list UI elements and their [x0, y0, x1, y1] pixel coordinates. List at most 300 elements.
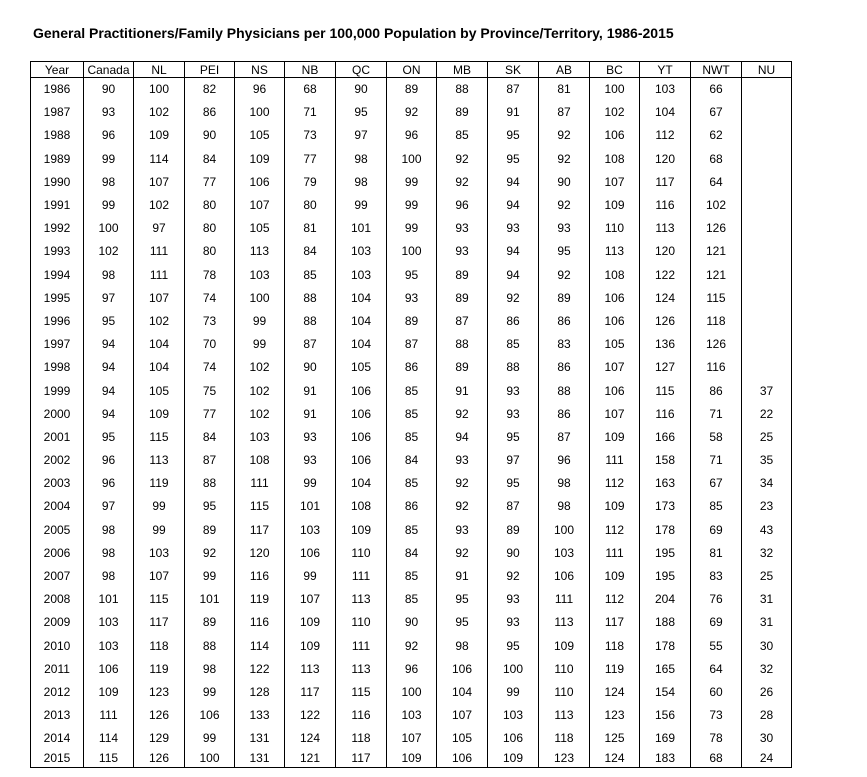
value-cell	[742, 171, 792, 194]
value-cell: 103	[336, 240, 387, 263]
value-cell: 91	[285, 379, 336, 402]
value-cell: 96	[84, 449, 134, 472]
value-cell: 92	[539, 148, 590, 171]
value-cell: 97	[488, 449, 539, 472]
value-cell: 82	[185, 78, 235, 102]
value-cell: 165	[640, 658, 691, 681]
value-cell: 104	[134, 356, 185, 379]
value-cell: 101	[336, 217, 387, 240]
value-cell	[742, 240, 792, 263]
value-cell: 117	[640, 171, 691, 194]
value-cell: 115	[84, 750, 134, 768]
value-cell: 122	[235, 658, 285, 681]
value-cell: 74	[185, 287, 235, 310]
value-cell: 156	[640, 704, 691, 727]
value-cell	[742, 217, 792, 240]
value-cell: 100	[488, 658, 539, 681]
table-row	[31, 310, 792, 333]
value-cell: 86	[185, 101, 235, 124]
value-cell: 99	[84, 194, 134, 217]
table-row	[31, 750, 792, 768]
value-cell: 118	[590, 635, 640, 658]
value-cell: 95	[437, 611, 488, 634]
value-cell: 121	[691, 264, 742, 287]
value-cell: 109	[134, 403, 185, 426]
year-cell: 2011	[31, 658, 84, 681]
value-cell: 163	[640, 472, 691, 495]
table-row	[31, 287, 792, 310]
value-cell: 158	[640, 449, 691, 472]
value-cell: 102	[84, 240, 134, 263]
value-cell: 99	[488, 681, 539, 704]
value-cell: 126	[691, 217, 742, 240]
year-cell: 2007	[31, 565, 84, 588]
value-cell	[742, 101, 792, 124]
value-cell: 89	[437, 101, 488, 124]
value-cell: 85	[387, 472, 437, 495]
value-cell: 110	[590, 217, 640, 240]
value-cell: 106	[437, 658, 488, 681]
value-cell: 104	[336, 310, 387, 333]
value-cell: 92	[539, 194, 590, 217]
value-cell: 124	[285, 727, 336, 750]
table-row	[31, 495, 792, 518]
value-cell: 103	[539, 542, 590, 565]
value-cell: 98	[84, 264, 134, 287]
table-row	[31, 264, 792, 287]
value-cell: 100	[387, 148, 437, 171]
value-cell: 106	[336, 449, 387, 472]
value-cell: 98	[84, 519, 134, 542]
value-cell: 106	[539, 565, 590, 588]
value-cell: 93	[488, 588, 539, 611]
table-row	[31, 472, 792, 495]
value-cell: 34	[742, 472, 792, 495]
value-cell: 117	[336, 750, 387, 768]
value-cell: 85	[285, 264, 336, 287]
value-cell: 99	[235, 333, 285, 356]
value-cell	[742, 194, 792, 217]
value-cell: 108	[336, 495, 387, 518]
value-cell: 133	[235, 704, 285, 727]
value-cell: 102	[691, 194, 742, 217]
table-row	[31, 78, 792, 102]
value-cell: 96	[235, 78, 285, 102]
value-cell: 89	[437, 264, 488, 287]
value-cell: 86	[539, 356, 590, 379]
year-cell: 1987	[31, 101, 84, 124]
value-cell: 35	[742, 449, 792, 472]
value-cell: 86	[539, 310, 590, 333]
value-cell: 115	[691, 287, 742, 310]
value-cell: 87	[488, 78, 539, 102]
value-cell: 108	[590, 264, 640, 287]
value-cell	[742, 148, 792, 171]
value-cell: 84	[185, 426, 235, 449]
value-cell	[742, 333, 792, 356]
value-cell: 188	[640, 611, 691, 634]
value-cell: 60	[691, 681, 742, 704]
value-cell: 88	[285, 310, 336, 333]
value-cell: 100	[387, 240, 437, 263]
value-cell: 99	[134, 519, 185, 542]
table-row	[31, 333, 792, 356]
value-cell: 80	[185, 194, 235, 217]
value-cell: 108	[235, 449, 285, 472]
value-cell: 28	[742, 704, 792, 727]
value-cell: 107	[437, 704, 488, 727]
column-header-pei: PEI	[185, 62, 235, 78]
value-cell: 22	[742, 403, 792, 426]
value-cell: 99	[387, 194, 437, 217]
value-cell: 90	[285, 356, 336, 379]
value-cell: 93	[488, 217, 539, 240]
value-cell: 95	[185, 495, 235, 518]
year-cell: 1995	[31, 287, 84, 310]
value-cell: 93	[285, 449, 336, 472]
value-cell: 109	[285, 611, 336, 634]
value-cell	[742, 310, 792, 333]
value-cell: 73	[285, 124, 336, 147]
value-cell: 80	[185, 240, 235, 263]
value-cell: 115	[640, 379, 691, 402]
column-header-mb: MB	[437, 62, 488, 78]
value-cell: 98	[437, 635, 488, 658]
value-cell: 123	[134, 681, 185, 704]
value-cell: 88	[437, 78, 488, 102]
value-cell: 121	[285, 750, 336, 768]
value-cell: 108	[590, 148, 640, 171]
value-cell: 95	[488, 124, 539, 147]
value-cell: 101	[185, 588, 235, 611]
value-cell: 106	[437, 750, 488, 768]
value-cell: 99	[134, 495, 185, 518]
value-cell: 87	[539, 101, 590, 124]
value-cell: 64	[691, 171, 742, 194]
value-cell: 195	[640, 542, 691, 565]
value-cell: 94	[488, 194, 539, 217]
value-cell: 112	[590, 472, 640, 495]
year-cell: 2002	[31, 449, 84, 472]
value-cell: 92	[185, 542, 235, 565]
value-cell: 95	[84, 426, 134, 449]
value-cell: 107	[590, 403, 640, 426]
value-cell: 102	[134, 310, 185, 333]
value-cell: 106	[488, 727, 539, 750]
value-cell: 94	[84, 356, 134, 379]
value-cell: 109	[488, 750, 539, 768]
year-cell: 1988	[31, 124, 84, 147]
value-cell: 78	[185, 264, 235, 287]
value-cell: 115	[235, 495, 285, 518]
table-row	[31, 356, 792, 379]
value-cell: 85	[387, 519, 437, 542]
table-row	[31, 217, 792, 240]
value-cell: 80	[185, 217, 235, 240]
value-cell: 96	[84, 124, 134, 147]
value-cell: 73	[185, 310, 235, 333]
value-cell: 68	[691, 148, 742, 171]
value-cell: 94	[84, 403, 134, 426]
column-header-year: Year	[31, 62, 84, 78]
value-cell: 70	[185, 333, 235, 356]
value-cell: 116	[640, 194, 691, 217]
value-cell: 92	[437, 403, 488, 426]
value-cell: 113	[134, 449, 185, 472]
table-row	[31, 171, 792, 194]
value-cell: 107	[134, 171, 185, 194]
value-cell: 99	[387, 217, 437, 240]
year-cell: 1992	[31, 217, 84, 240]
value-cell: 90	[336, 78, 387, 102]
value-cell: 103	[640, 78, 691, 102]
value-cell: 89	[437, 287, 488, 310]
value-cell: 89	[539, 287, 590, 310]
column-header-nu: NU	[742, 62, 792, 78]
value-cell	[742, 356, 792, 379]
value-cell: 116	[235, 565, 285, 588]
value-cell: 116	[336, 704, 387, 727]
value-cell: 114	[134, 148, 185, 171]
value-cell: 86	[539, 403, 590, 426]
value-cell: 116	[640, 403, 691, 426]
value-cell: 96	[437, 194, 488, 217]
value-cell: 98	[539, 495, 590, 518]
value-cell: 119	[134, 472, 185, 495]
value-cell: 122	[285, 704, 336, 727]
value-cell: 99	[285, 472, 336, 495]
value-cell: 93	[539, 217, 590, 240]
value-cell: 131	[235, 727, 285, 750]
table-row	[31, 565, 792, 588]
value-cell: 98	[185, 658, 235, 681]
value-cell: 106	[590, 379, 640, 402]
value-cell: 58	[691, 426, 742, 449]
value-cell: 89	[387, 310, 437, 333]
table-row	[31, 704, 792, 727]
value-cell: 110	[539, 681, 590, 704]
value-cell: 105	[235, 217, 285, 240]
value-cell: 106	[235, 171, 285, 194]
value-cell: 98	[539, 472, 590, 495]
value-cell: 85	[387, 565, 437, 588]
value-cell: 93	[488, 611, 539, 634]
value-cell: 94	[488, 171, 539, 194]
value-cell: 106	[590, 287, 640, 310]
value-cell: 26	[742, 681, 792, 704]
value-cell: 85	[387, 379, 437, 402]
value-cell: 95	[336, 101, 387, 124]
table-row	[31, 635, 792, 658]
year-cell: 2012	[31, 681, 84, 704]
value-cell: 71	[285, 101, 336, 124]
value-cell: 106	[590, 310, 640, 333]
value-cell: 64	[691, 658, 742, 681]
value-cell: 94	[488, 240, 539, 263]
value-cell: 116	[235, 611, 285, 634]
value-cell: 112	[590, 588, 640, 611]
table-row	[31, 727, 792, 750]
value-cell: 107	[387, 727, 437, 750]
value-cell: 117	[590, 611, 640, 634]
value-cell: 104	[336, 333, 387, 356]
value-cell: 107	[285, 588, 336, 611]
value-cell: 113	[235, 240, 285, 263]
value-cell: 103	[84, 611, 134, 634]
value-cell: 125	[590, 727, 640, 750]
value-cell: 93	[84, 101, 134, 124]
value-cell: 90	[488, 542, 539, 565]
value-cell: 131	[235, 750, 285, 768]
value-cell: 104	[336, 287, 387, 310]
value-cell: 100	[590, 78, 640, 102]
value-cell: 93	[488, 403, 539, 426]
value-cell: 95	[488, 635, 539, 658]
value-cell: 99	[235, 310, 285, 333]
value-cell: 95	[387, 264, 437, 287]
value-cell: 99	[84, 148, 134, 171]
value-cell: 89	[437, 356, 488, 379]
year-cell: 2004	[31, 495, 84, 518]
value-cell: 31	[742, 611, 792, 634]
value-cell: 31	[742, 588, 792, 611]
value-cell: 103	[235, 264, 285, 287]
value-cell: 109	[134, 124, 185, 147]
value-cell	[742, 287, 792, 310]
column-header-bc: BC	[590, 62, 640, 78]
value-cell: 126	[691, 333, 742, 356]
column-header-on: ON	[387, 62, 437, 78]
value-cell: 68	[691, 750, 742, 768]
value-cell: 104	[134, 333, 185, 356]
value-cell: 126	[134, 750, 185, 768]
value-cell: 120	[640, 240, 691, 263]
table-body	[31, 78, 792, 768]
table-row	[31, 519, 792, 542]
value-cell: 92	[437, 472, 488, 495]
value-cell: 67	[691, 472, 742, 495]
header-row	[31, 62, 792, 78]
value-cell: 115	[134, 426, 185, 449]
value-cell: 89	[185, 611, 235, 634]
value-cell: 103	[235, 426, 285, 449]
value-cell	[742, 78, 792, 102]
value-cell: 86	[387, 495, 437, 518]
value-cell: 109	[84, 681, 134, 704]
value-cell: 95	[488, 426, 539, 449]
value-cell: 93	[285, 426, 336, 449]
value-cell: 92	[437, 171, 488, 194]
value-cell: 178	[640, 519, 691, 542]
value-cell	[742, 264, 792, 287]
value-cell: 183	[640, 750, 691, 768]
value-cell: 119	[134, 658, 185, 681]
value-cell: 30	[742, 727, 792, 750]
value-cell: 111	[590, 542, 640, 565]
value-cell: 113	[539, 704, 590, 727]
column-header-ab: AB	[539, 62, 590, 78]
value-cell: 87	[185, 449, 235, 472]
table-row	[31, 681, 792, 704]
value-cell: 111	[590, 449, 640, 472]
value-cell: 77	[285, 148, 336, 171]
value-cell: 106	[590, 124, 640, 147]
year-cell: 2015	[31, 750, 84, 768]
value-cell: 106	[336, 426, 387, 449]
value-cell: 94	[488, 264, 539, 287]
value-cell: 100	[134, 78, 185, 102]
year-cell: 1993	[31, 240, 84, 263]
value-cell: 113	[590, 240, 640, 263]
value-cell: 105	[235, 124, 285, 147]
value-cell: 99	[336, 194, 387, 217]
year-cell: 1989	[31, 148, 84, 171]
value-cell: 98	[84, 565, 134, 588]
value-cell: 121	[691, 240, 742, 263]
value-cell: 87	[285, 333, 336, 356]
value-cell: 23	[742, 495, 792, 518]
value-cell: 109	[590, 194, 640, 217]
value-cell: 100	[235, 287, 285, 310]
value-cell: 91	[437, 379, 488, 402]
value-cell: 92	[488, 287, 539, 310]
value-cell: 94	[84, 333, 134, 356]
value-cell: 109	[590, 495, 640, 518]
value-cell: 111	[336, 635, 387, 658]
value-cell: 93	[387, 287, 437, 310]
year-cell: 2003	[31, 472, 84, 495]
table-row	[31, 542, 792, 565]
year-cell: 1999	[31, 379, 84, 402]
value-cell: 90	[539, 171, 590, 194]
value-cell: 103	[387, 704, 437, 727]
value-cell: 126	[640, 310, 691, 333]
value-cell: 104	[336, 472, 387, 495]
value-cell: 95	[539, 240, 590, 263]
value-cell: 103	[134, 542, 185, 565]
value-cell: 90	[84, 78, 134, 102]
value-cell: 109	[235, 148, 285, 171]
value-cell: 195	[640, 565, 691, 588]
value-cell: 86	[488, 310, 539, 333]
year-cell: 2006	[31, 542, 84, 565]
value-cell: 80	[285, 194, 336, 217]
value-cell: 113	[336, 588, 387, 611]
value-cell: 110	[336, 611, 387, 634]
value-cell: 100	[185, 750, 235, 768]
value-cell: 96	[387, 124, 437, 147]
year-cell: 2000	[31, 403, 84, 426]
value-cell: 95	[488, 472, 539, 495]
value-cell: 99	[185, 727, 235, 750]
value-cell: 129	[134, 727, 185, 750]
value-cell: 32	[742, 542, 792, 565]
value-cell: 111	[336, 565, 387, 588]
value-cell: 99	[185, 681, 235, 704]
value-cell: 71	[691, 403, 742, 426]
value-cell: 119	[235, 588, 285, 611]
value-cell: 154	[640, 681, 691, 704]
value-cell: 107	[134, 565, 185, 588]
value-cell: 118	[134, 635, 185, 658]
value-cell: 113	[336, 658, 387, 681]
value-cell: 98	[84, 171, 134, 194]
value-cell: 96	[84, 472, 134, 495]
value-cell: 99	[285, 565, 336, 588]
value-cell: 105	[336, 356, 387, 379]
value-cell: 124	[590, 681, 640, 704]
value-cell: 88	[488, 356, 539, 379]
